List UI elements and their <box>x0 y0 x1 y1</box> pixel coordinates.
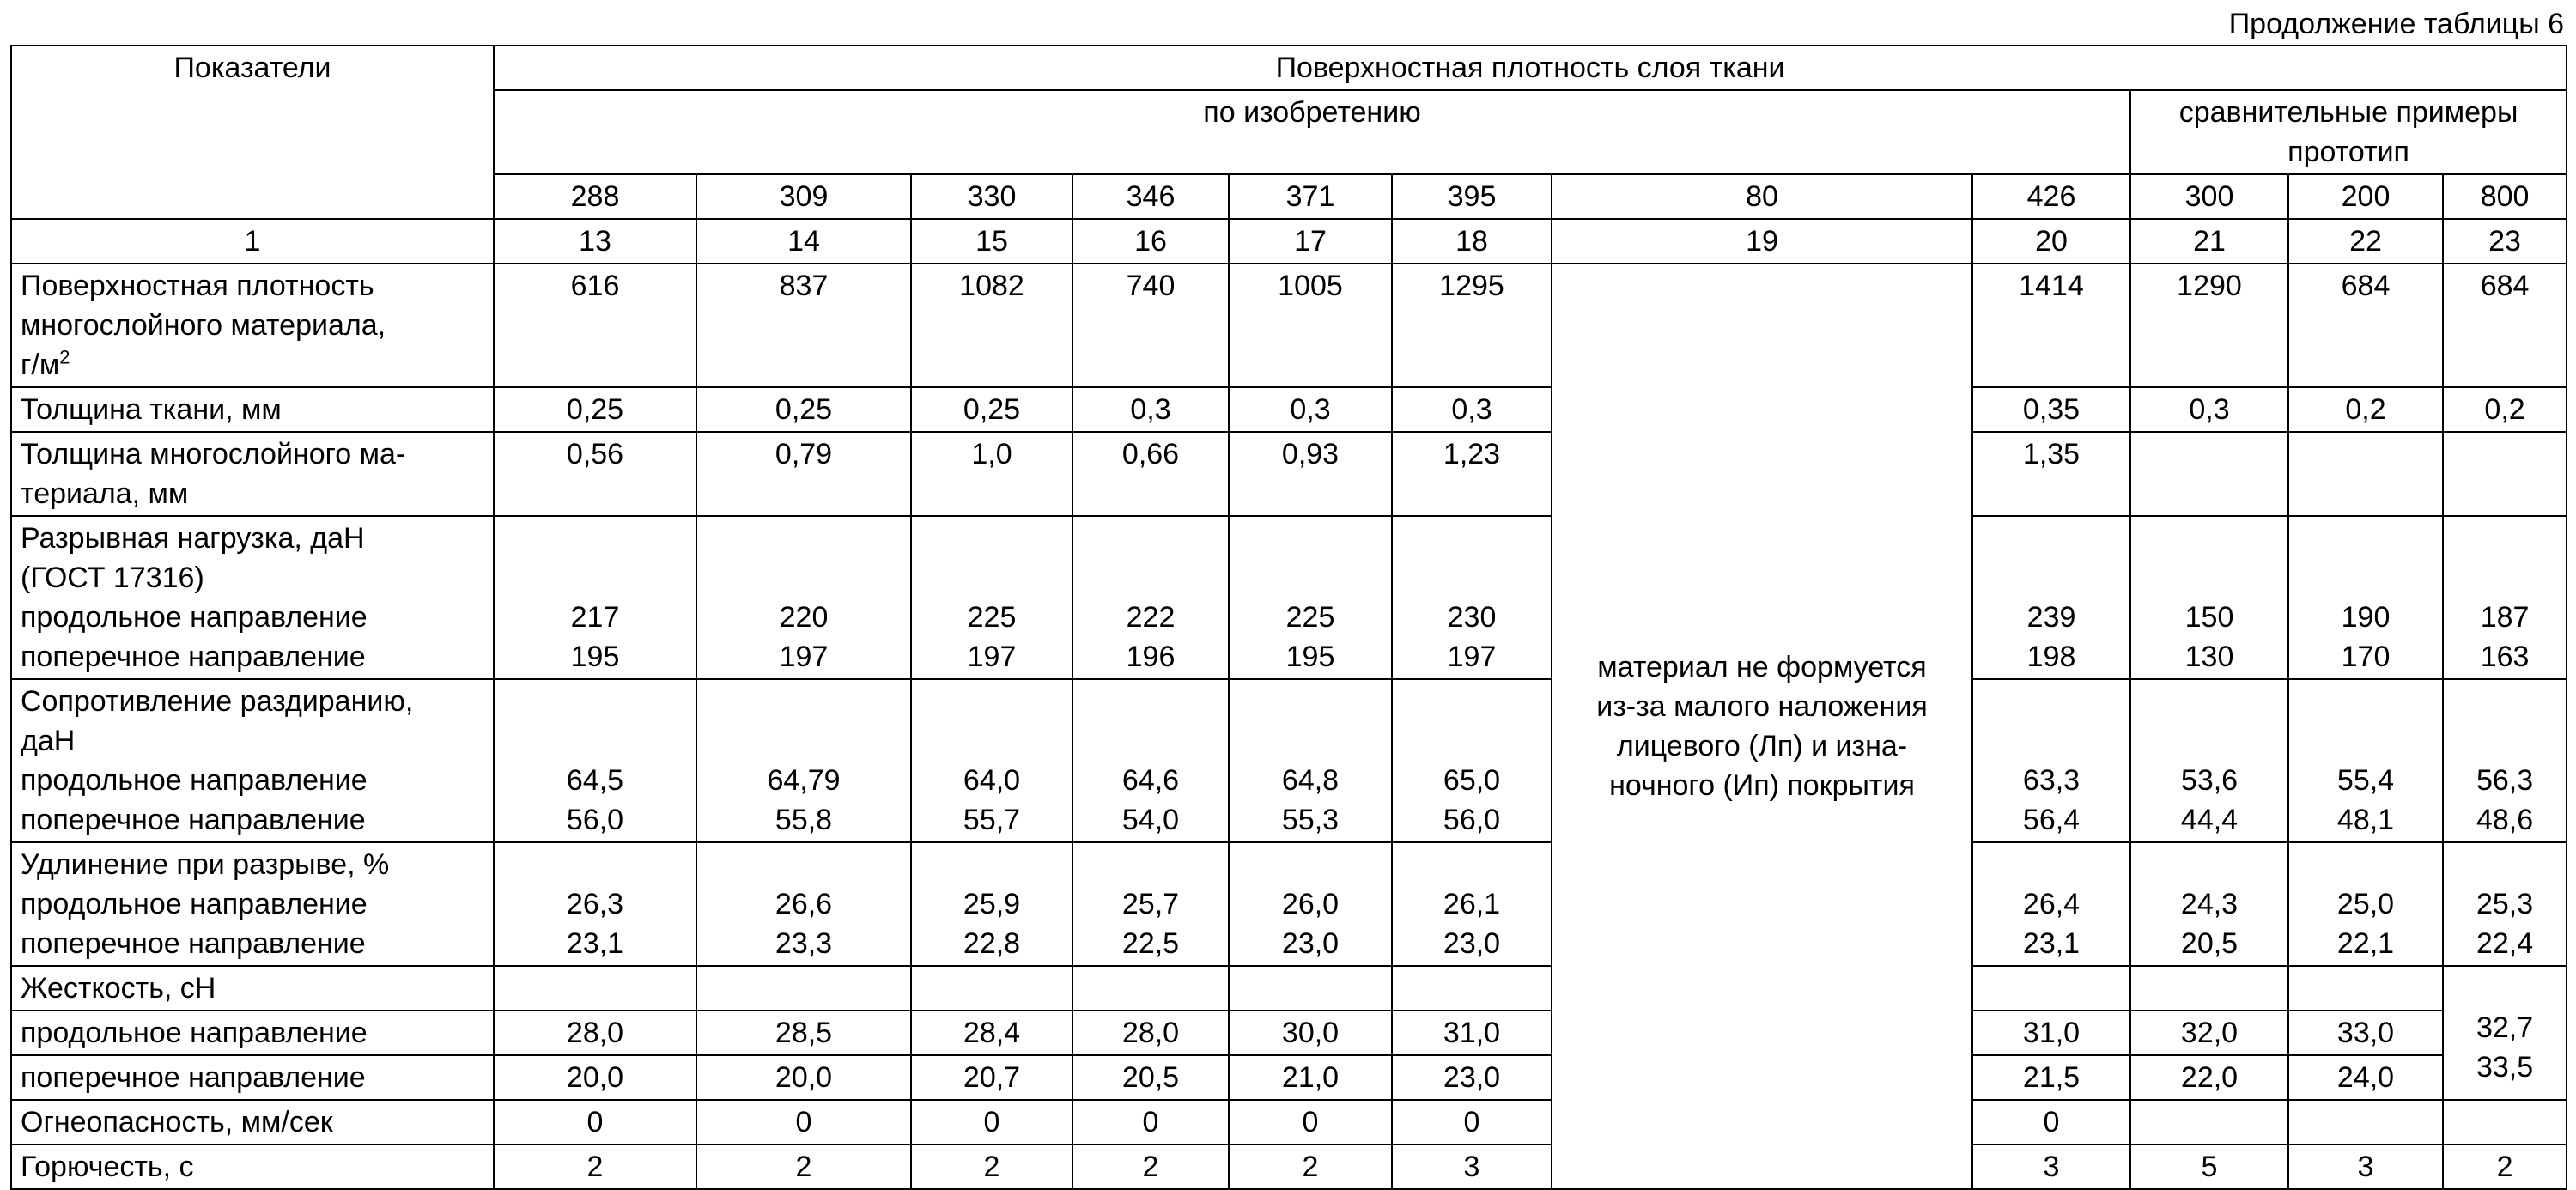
value-cell: 150 130 <box>2130 516 2288 679</box>
value-cell: 0,79 <box>696 432 911 516</box>
value-cell: 1,23 <box>1392 432 1552 516</box>
empty-cell <box>1972 966 2130 1011</box>
value-cell: 225 197 <box>911 516 1072 679</box>
row-fabric-thickness <box>11 387 2567 432</box>
value-cell <box>2130 432 2288 516</box>
value-cell: 1,35 <box>1972 432 2130 516</box>
value-cell: 230 197 <box>1392 516 1552 679</box>
value-cell <box>2130 1100 2288 1144</box>
value-cell: 33,0 <box>2288 1011 2443 1055</box>
value-cell: 0 <box>1392 1100 1552 1144</box>
empty-cell <box>911 966 1072 1011</box>
value-cell: 64,5 56,0 <box>494 679 696 842</box>
value-cell: 28,0 <box>1072 1011 1229 1055</box>
value-cell: 21,0 <box>1229 1055 1392 1100</box>
value-cell: 0,3 <box>1392 387 1552 432</box>
empty-cell <box>494 966 696 1011</box>
value-cell: 1,0 <box>911 432 1072 516</box>
empty-cell <box>1229 966 1392 1011</box>
col-number: 22 <box>2288 219 2443 264</box>
row-label: продольное направление <box>11 1011 494 1055</box>
value-cell: 20,5 <box>1072 1055 1229 1100</box>
value-cell: 187 163 <box>2443 516 2567 679</box>
value-cell: 0,56 <box>494 432 696 516</box>
value-cell: 20,7 <box>911 1055 1072 1100</box>
col-number: 13 <box>494 219 696 264</box>
value-cell: 1290 <box>2130 264 2288 387</box>
row-stiffness-transverse <box>11 1055 2567 1100</box>
value-cell: 25,0 22,1 <box>2288 842 2443 966</box>
density-cell: 200 <box>2288 174 2443 219</box>
value-cell: 64,0 55,7 <box>911 679 1072 842</box>
value-cell: 0 <box>1072 1100 1229 1144</box>
density-cell: 300 <box>2130 174 2288 219</box>
value-cell: 64,8 55,3 <box>1229 679 1392 842</box>
header-row-1 <box>11 46 2567 90</box>
density-cell: 80 <box>1552 174 1972 219</box>
value-cell: 23,0 <box>1392 1055 1552 1100</box>
value-cell: 0,66 <box>1072 432 1229 516</box>
value-cell: 28,5 <box>696 1011 911 1055</box>
table-caption: Продолжение таблицы 6 <box>2228 8 2564 40</box>
empty-cell <box>2130 966 2288 1011</box>
row-label: Огнеопасность, мм/сек <box>11 1100 494 1144</box>
value-cell: 2 <box>696 1144 911 1189</box>
value-cell: 55,4 48,1 <box>2288 679 2443 842</box>
value-cell: 225 195 <box>1229 516 1392 679</box>
col-number: 14 <box>696 219 911 264</box>
row-multi-density <box>11 264 2567 387</box>
col-number: 16 <box>1072 219 1229 264</box>
value-cell: 5 <box>2130 1144 2288 1189</box>
row-multi-thickness <box>11 432 2567 516</box>
value-cell: 26,3 23,1 <box>494 842 696 966</box>
col-number: 21 <box>2130 219 2288 264</box>
header-comparative: сравнительные примеры прототип <box>2130 90 2567 174</box>
value-cell: 24,3 20,5 <box>2130 842 2288 966</box>
value-cell: 64,6 54,0 <box>1072 679 1229 842</box>
value-cell: 217 195 <box>494 516 696 679</box>
row-fire-hazard <box>11 1100 2567 1144</box>
col-number: 20 <box>1972 219 2130 264</box>
row-label: Жесткость, сН <box>11 966 494 1011</box>
value-cell <box>2443 432 2567 516</box>
value-cell: 0,2 <box>2288 387 2443 432</box>
row-tear-resistance <box>11 679 2567 842</box>
density-cell: 346 <box>1072 174 1229 219</box>
empty-cell <box>696 966 911 1011</box>
row-combustibility <box>11 1144 2567 1189</box>
value-cell: 3 <box>1392 1144 1552 1189</box>
row-label: Сопротивление раздиранию, даН продольное направление поперечное направление <box>11 679 494 842</box>
value-cell: 239 198 <box>1972 516 2130 679</box>
empty-cell <box>2288 966 2443 1011</box>
col-number: 17 <box>1229 219 1392 264</box>
value-cell: 30,0 <box>1229 1011 1392 1055</box>
value-cell: 26,0 23,0 <box>1229 842 1392 966</box>
value-cell: 222 196 <box>1072 516 1229 679</box>
value-cell: 190 170 <box>2288 516 2443 679</box>
value-cell: 20,0 <box>494 1055 696 1100</box>
col-number: 15 <box>911 219 1072 264</box>
density-cell: 426 <box>1972 174 2130 219</box>
value-cell: 2 <box>494 1144 696 1189</box>
value-cell: 25,9 22,8 <box>911 842 1072 966</box>
row-label: Горючесть, с <box>11 1144 494 1189</box>
value-cell: 65,0 56,0 <box>1392 679 1552 842</box>
value-cell: 26,4 23,1 <box>1972 842 2130 966</box>
header-indicators: Показатели <box>11 46 494 219</box>
value-cell: 0 <box>696 1100 911 1144</box>
value-cell: 1414 <box>1972 264 2130 387</box>
value-cell: 740 <box>1072 264 1229 387</box>
value-cell: 0,3 <box>1229 387 1392 432</box>
value-cell: 20,0 <box>696 1055 911 1100</box>
density-cell: 288 <box>494 174 696 219</box>
row-elongation <box>11 842 2567 966</box>
value-cell: 64,79 55,8 <box>696 679 911 842</box>
value-cell: 2 <box>1072 1144 1229 1189</box>
value-cell: 0,3 <box>1072 387 1229 432</box>
value-cell: 0,3 <box>2130 387 2288 432</box>
value-cell: 1295 <box>1392 264 1552 387</box>
value-cell: 32,0 <box>2130 1011 2288 1055</box>
value-cell: 25,7 22,5 <box>1072 842 1229 966</box>
value-cell: 1082 <box>911 264 1072 387</box>
value-cell: 220 197 <box>696 516 911 679</box>
value-cell: 0,25 <box>911 387 1072 432</box>
value-cell: 26,6 23,3 <box>696 842 911 966</box>
data-table <box>10 45 2567 1190</box>
value-cell: 0 <box>1229 1100 1392 1144</box>
value-cell: 31,0 <box>1392 1011 1552 1055</box>
density-cell: 800 <box>2443 174 2567 219</box>
value-cell: 0,2 <box>2443 387 2567 432</box>
value-cell: 2 <box>1229 1144 1392 1189</box>
value-cell: 0 <box>1972 1100 2130 1144</box>
value-cell <box>2288 1100 2443 1144</box>
value-cell: 3 <box>2288 1144 2443 1189</box>
value-cell: 2 <box>911 1144 1072 1189</box>
value-cell: 22,0 <box>2130 1055 2288 1100</box>
value-cell: 0 <box>494 1100 696 1144</box>
value-cell: 24,0 <box>2288 1055 2443 1100</box>
value-cell: 32,7 33,5 <box>2443 966 2567 1100</box>
density-cell: 330 <box>911 174 1072 219</box>
value-cell: 25,3 22,4 <box>2443 842 2567 966</box>
column-numbers-row <box>11 219 2567 264</box>
value-cell: 1005 <box>1229 264 1392 387</box>
col19-note: материал не формуется из-за малого наложения лицевого (Лп) и изна- ночного (Ип) покрытия <box>1552 264 1972 1189</box>
value-cell: 31,0 <box>1972 1011 2130 1055</box>
value-cell: 0,25 <box>696 387 911 432</box>
density-cell: 395 <box>1392 174 1552 219</box>
col-number: 18 <box>1392 219 1552 264</box>
value-cell: 56,3 48,6 <box>2443 679 2567 842</box>
value-cell: 0 <box>911 1100 1072 1144</box>
value-cell: 28,4 <box>911 1011 1072 1055</box>
value-cell: 26,1 23,0 <box>1392 842 1552 966</box>
value-cell: 837 <box>696 264 911 387</box>
value-cell: 53,6 44,4 <box>2130 679 2288 842</box>
value-cell: 0,93 <box>1229 432 1392 516</box>
value-cell: 63,3 56,4 <box>1972 679 2130 842</box>
density-cell: 309 <box>696 174 911 219</box>
row-label: Поверхностная плотность многослойного материала, $г/м^2$ <box>11 264 494 387</box>
value-cell <box>2443 1100 2567 1144</box>
row-stiffness-title <box>11 966 2567 1011</box>
row-label: Толщина ткани, мм <box>11 387 494 432</box>
col-number: 23 <box>2443 219 2567 264</box>
empty-cell <box>1392 966 1552 1011</box>
value-cell: 21,5 <box>1972 1055 2130 1100</box>
header-surface-density: Поверхностная плотность слоя ткани <box>494 46 2567 90</box>
value-cell: 3 <box>1972 1144 2130 1189</box>
row-label: Толщина многослойного ма- териала, мм <box>11 432 494 516</box>
col-number: 1 <box>11 219 494 264</box>
value-cell <box>2288 432 2443 516</box>
empty-cell <box>1072 966 1229 1011</box>
header-by-invention: по изобретению <box>494 90 2130 174</box>
row-label: поперечное направление <box>11 1055 494 1100</box>
value-cell: 0,25 <box>494 387 696 432</box>
value-cell: 0,35 <box>1972 387 2130 432</box>
density-cell: 371 <box>1229 174 1392 219</box>
row-breaking-load <box>11 516 2567 679</box>
value-cell: 684 <box>2443 264 2567 387</box>
row-label: Удлинение при разрыве, % продольное направление поперечное направление <box>11 842 494 966</box>
value-cell: 616 <box>494 264 696 387</box>
value-cell: 28,0 <box>494 1011 696 1055</box>
row-stiffness-longitudinal <box>11 1011 2567 1055</box>
row-label: Разрывная нагрузка, даН (ГОСТ 17316) продольное направление поперечное направление <box>11 516 494 679</box>
value-cell: 2 <box>2443 1144 2567 1189</box>
col-number: 19 <box>1552 219 1972 264</box>
value-cell: 684 <box>2288 264 2443 387</box>
